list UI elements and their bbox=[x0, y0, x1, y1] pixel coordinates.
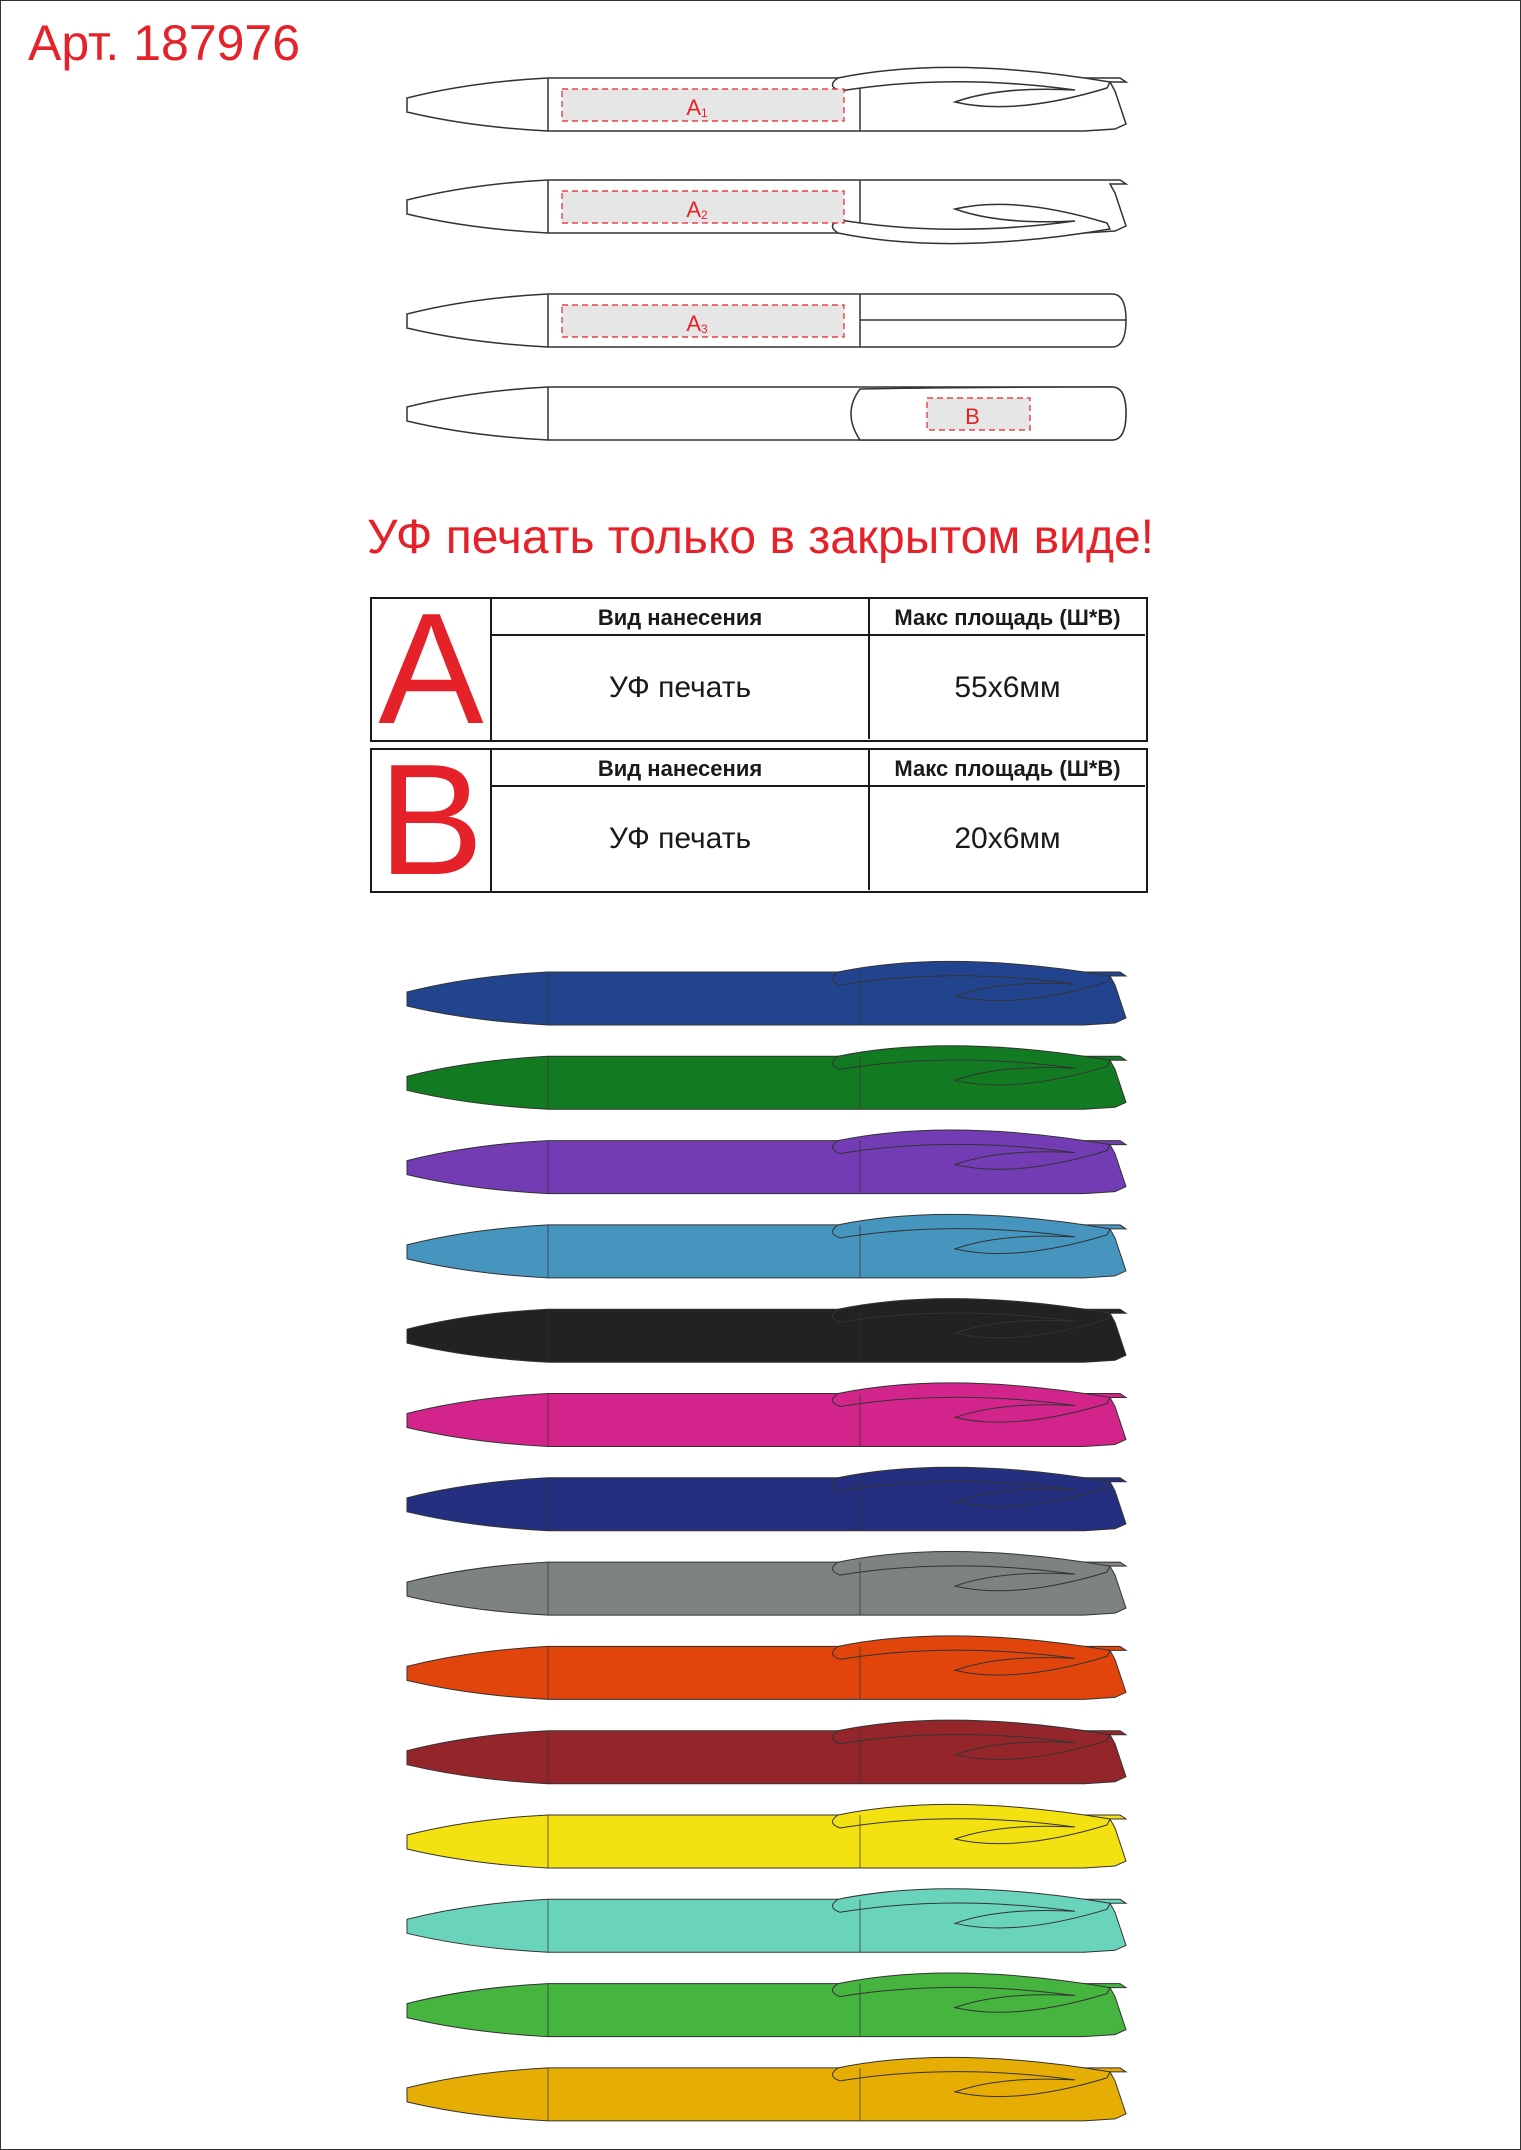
color-pen bbox=[407, 1889, 1126, 1953]
print-zone-label: A1 bbox=[686, 95, 708, 120]
print-zone-label: A3 bbox=[686, 311, 708, 336]
spec-table-a bbox=[370, 581, 1148, 757]
print-zone-label: B bbox=[965, 404, 980, 429]
color-pen bbox=[407, 1552, 1126, 1616]
color-pen bbox=[407, 1720, 1126, 1784]
outline-pen bbox=[407, 180, 1126, 244]
outline-pen bbox=[407, 67, 1126, 131]
color-pen bbox=[407, 1804, 1126, 1868]
method-value: УФ печать bbox=[492, 636, 870, 739]
color-pen bbox=[407, 1299, 1126, 1363]
zone-letter-b: B bbox=[372, 750, 492, 891]
max-area-value: 20х6мм bbox=[954, 822, 1061, 855]
color-pen bbox=[407, 1383, 1126, 1447]
color-pen bbox=[407, 2057, 1126, 2121]
max-area-header: Макс площадь (Ш*В) bbox=[870, 750, 1145, 787]
uv-print-note: УФ печать только в закрытом виде! bbox=[366, 511, 1155, 564]
outline-pen bbox=[407, 294, 1126, 347]
article-title: Арт. 187976 bbox=[28, 15, 301, 71]
color-pen bbox=[407, 1130, 1126, 1194]
color-pen bbox=[407, 1214, 1126, 1278]
spec-table-b bbox=[370, 732, 1148, 908]
max-area-header: Макс площадь (Ш*В) bbox=[870, 599, 1145, 636]
method-header: Вид нанесения bbox=[492, 599, 870, 636]
print-zone-label: A2 bbox=[686, 197, 708, 222]
color-pen bbox=[407, 1636, 1126, 1700]
outline-pen bbox=[407, 387, 1126, 440]
color-pen bbox=[407, 1973, 1126, 2037]
color-pen bbox=[407, 961, 1126, 1025]
method-header: Вид нанесения bbox=[492, 750, 870, 787]
color-pen bbox=[407, 1467, 1126, 1531]
color-pen bbox=[407, 1046, 1126, 1110]
max-area-value: 55х6мм bbox=[954, 671, 1061, 704]
method-value: УФ печать bbox=[492, 787, 870, 890]
zone-letter-a: A bbox=[372, 599, 492, 740]
